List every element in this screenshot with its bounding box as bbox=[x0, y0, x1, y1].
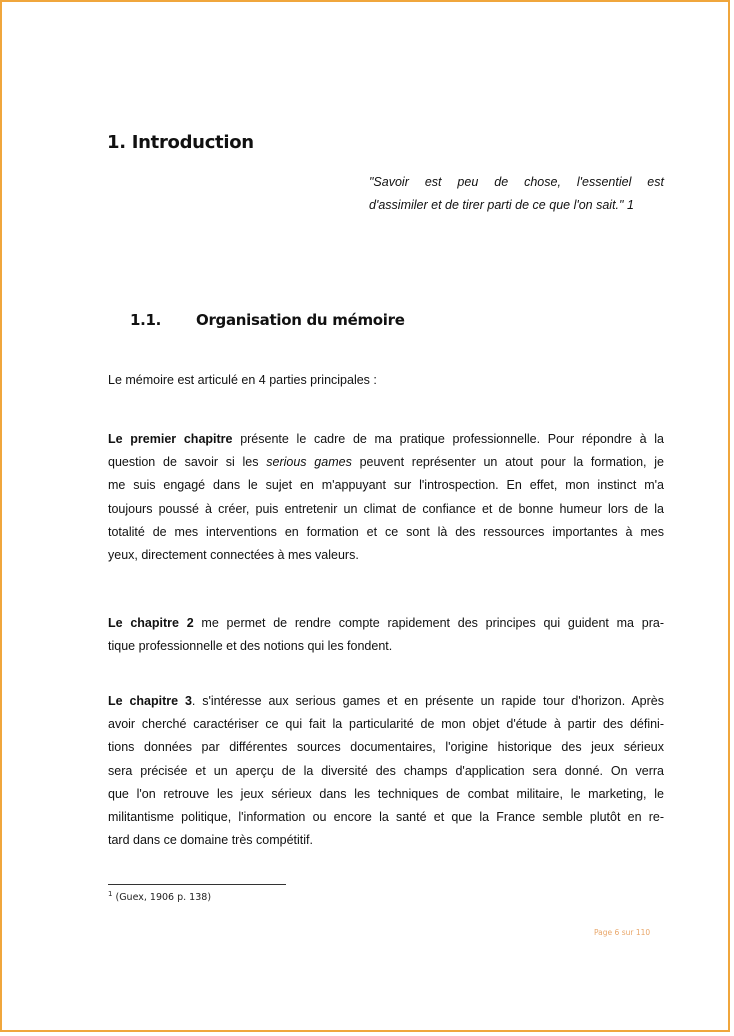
subsection-number: 1.1. bbox=[130, 311, 162, 329]
paragraph-line: me suis engagé dans le sujet en m'appuyant sur l'introspection. En effet, mon instinct m'a bbox=[108, 478, 664, 493]
paragraph-line bbox=[108, 428, 664, 451]
footnote-separator bbox=[108, 884, 286, 885]
paragraph-line bbox=[108, 612, 664, 635]
chapter-lead: Le chapitre 3 bbox=[108, 694, 192, 708]
paragraph-line bbox=[108, 690, 664, 713]
paragraph-line: avoir cherché caractériser ce qui fait la particularité de mon objet d'étude à partir des défini- bbox=[108, 717, 664, 732]
paragraph-line: yeux, directement connectées à mes valeurs. bbox=[108, 548, 359, 563]
page-number: Page 6 sur 110 bbox=[594, 928, 651, 937]
epigraph-line: d'assimiler et de tirer parti de ce que l'on sait." 1 bbox=[369, 198, 634, 212]
chapter-lead: Le premier chapitre bbox=[108, 432, 233, 446]
emphasis-text: serious games bbox=[266, 455, 352, 470]
paragraph-chapter-1 bbox=[108, 428, 664, 567]
line-text: peuvent représenter un atout pour la formation, je bbox=[351, 455, 664, 470]
chapter-lead: Le chapitre 2 bbox=[108, 616, 194, 630]
line-text: question de savoir si les bbox=[108, 455, 267, 470]
subsection-heading bbox=[130, 311, 405, 329]
footnote-mark: 1 bbox=[108, 890, 113, 898]
paragraph-line: totalité de mes interventions en formation et ce sont là des ressources importantes à mes bbox=[108, 524, 664, 539]
intro-paragraph bbox=[108, 369, 664, 392]
paragraph-line: toujours poussé à créer, puis entretenir un climat de confiance et de bonne humeur lors de la bbox=[108, 501, 664, 516]
footnote-text: (Guex, 1906 p. 138) bbox=[112, 892, 212, 904]
paragraph-line: tard dans ce domaine très compétitif. bbox=[108, 833, 313, 848]
epigraph-quote bbox=[369, 171, 664, 217]
paragraph-line: Le mémoire est articulé en 4 parties principales : bbox=[108, 373, 377, 387]
line-text: . s'intéresse aux serious games et en présente un rapide tour d'horizon. Après bbox=[191, 694, 664, 708]
paragraph-line bbox=[108, 451, 664, 474]
paragraph-chapter-3 bbox=[108, 690, 664, 852]
footnote bbox=[108, 890, 211, 903]
paragraph-line: militantisme politique, l'information ou encore la santé et que la France semble plutôt en re- bbox=[108, 810, 664, 825]
subsection-title: Organisation du mémoire bbox=[196, 311, 405, 329]
line-text: me permet de rendre compte rapidement des principes qui guident ma pra- bbox=[193, 616, 664, 630]
epigraph-line: "Savoir est peu de chose, l'essentiel est bbox=[369, 175, 664, 189]
line-text: présente le cadre de ma pratique professionnelle. Pour répondre à la bbox=[232, 432, 664, 446]
paragraph-chapter-2 bbox=[108, 612, 664, 658]
paragraph-line: tions données par différentes sources documentaires, l'origine historique des jeux sérieux bbox=[108, 740, 664, 755]
section-heading: 1. Introduction bbox=[107, 132, 254, 153]
paragraph-line: sera précisée et un aperçu de la diversité des champs d'application sera donné. On verra bbox=[108, 763, 664, 778]
paragraph-line: que l'on retrouve les jeux sérieux dans les techniques de combat militaire, le marketing, le bbox=[108, 786, 664, 801]
paragraph-line: tique professionnelle et des notions qui les fondent. bbox=[108, 639, 393, 654]
